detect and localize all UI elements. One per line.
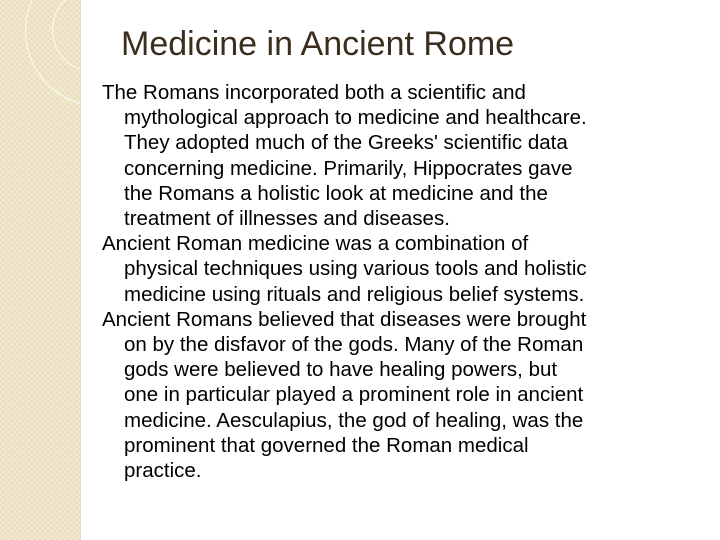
bullet-paragraph — [102, 80, 712, 231]
paragraph-line: prominent that governed the Roman medical — [124, 433, 529, 457]
paragraph-line: gods were believed to have healing powers, but — [124, 358, 558, 382]
paragraph-line: mythological approach to medicine and healthcare. — [124, 106, 587, 130]
paragraph-line: one in particular played a prominent role in ancient — [124, 383, 584, 407]
paragraph-line: practice. — [124, 459, 202, 483]
bullet-paragraph — [102, 307, 712, 483]
paragraph-line: medicine. Aesculapius, the god of healing, was the — [124, 408, 584, 432]
paragraph-line: The Romans incorporated both a scientific and — [102, 81, 526, 104]
paragraph-line: concerning medicine. Primarily, Hippocrates gave — [124, 156, 573, 180]
decorative-side-band — [0, 0, 81, 540]
paragraph-line: physical techniques using various tools and holistic — [124, 257, 587, 281]
paragraph-line: treatment of illnesses and diseases. — [124, 207, 450, 231]
paragraph-line: Ancient Roman medicine was a combination of — [102, 232, 529, 256]
bullet-paragraph — [102, 231, 712, 307]
paragraph-line: the Romans a holistic look at medicine and the — [124, 181, 548, 205]
slide-body — [102, 80, 712, 483]
slide-title: Medicine in Ancient Rome — [121, 25, 515, 63]
paragraph-line: Ancient Romans believed that diseases were brought — [102, 307, 587, 331]
paragraph-line: medicine using rituals and religious belief systems. — [124, 282, 585, 306]
paragraph-line: on by the disfavor of the gods. Many of the Roman — [124, 333, 584, 357]
paragraph-line: They adopted much of the Greeks' scientific data — [124, 131, 568, 155]
